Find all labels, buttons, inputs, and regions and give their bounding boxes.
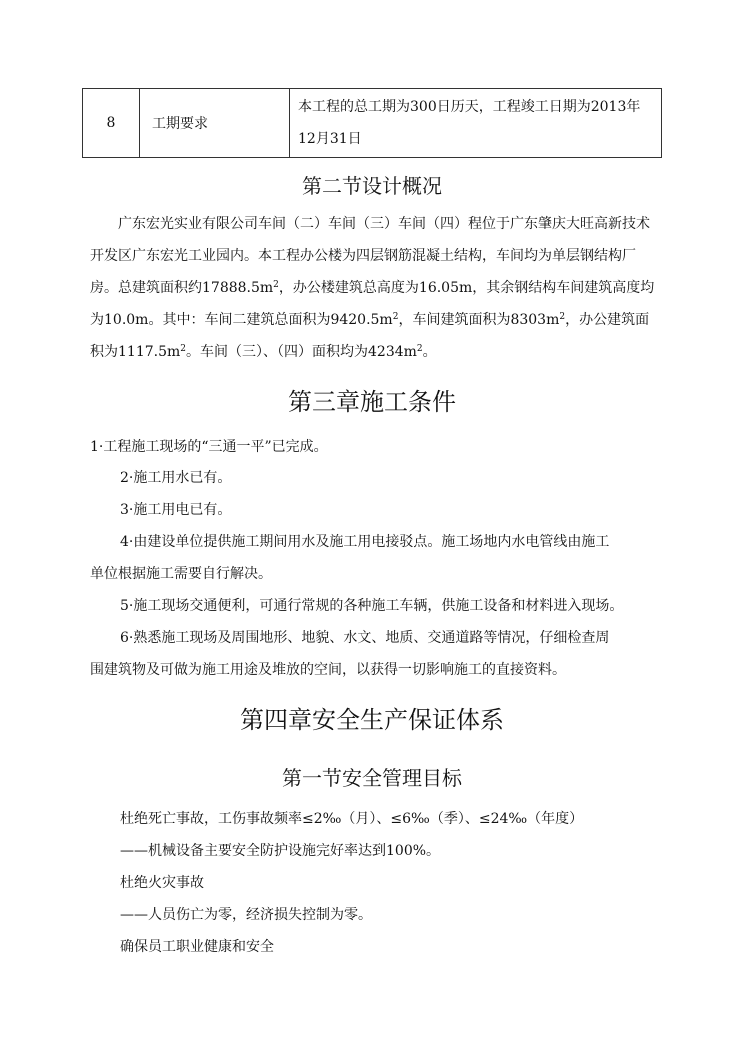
row-description bbox=[290, 89, 662, 158]
row-description-line: 12月31日 bbox=[298, 131, 362, 147]
list-item: ——机械设备主要安全防护设施完好率达到100%。 bbox=[120, 843, 441, 859]
chapter-title: 第三章施工条件 bbox=[288, 388, 456, 416]
paragraph-text: ，办公楼建筑总高度为16.05m，其余钢结构车间建筑高度均为10.0m。其中：车间二建筑总面积为9420.5m bbox=[90, 280, 655, 328]
list-item: 2·施工用水已有。 bbox=[120, 470, 232, 486]
list-item: 单位根据施工需要自行解决。 bbox=[90, 566, 272, 582]
table-row bbox=[83, 89, 662, 158]
row-description-line: 本工程的总工期为300日历天，工程竣工日期为2013年 bbox=[298, 99, 641, 115]
section-title: 第一节安全管理目标 bbox=[282, 766, 462, 790]
superscript: 2 bbox=[180, 344, 186, 354]
list-item: 1·工程施工现场的“三通一平”已完成。 bbox=[90, 439, 328, 455]
superscript: 2 bbox=[273, 280, 279, 290]
paragraph-text: 广东宏光实业有限公司车间（二）车间（三）车间（四）程位于广东肇庆大旺高新技术开发区广东宏光工业园内。本工程办公楼为四层钢筋混凝土结构，车间均为单层钢结构厂房。总建筑面积约17888.5m bbox=[90, 216, 650, 296]
list-item: ——人员伤亡为零，经济损失控制为零。 bbox=[120, 907, 372, 923]
list-item: 3·施工用电已有。 bbox=[120, 502, 232, 518]
row-item: 工期要求 bbox=[140, 89, 290, 158]
list-item: 6·熟悉施工现场及周围地形、地貌、水文、地质、交通道路等情况，仔细检查周 bbox=[120, 630, 610, 646]
paragraph-text: 。车间（三）、（四）面积均为4234m bbox=[186, 344, 417, 360]
list-item: 5·施工现场交通便利，可通行常规的各种施工车辆，供施工设备和材料进入现场。 bbox=[120, 598, 624, 614]
superscript: 2 bbox=[416, 344, 423, 354]
superscript: 2 bbox=[392, 312, 399, 322]
list-item: 确保员工职业健康和安全 bbox=[120, 939, 274, 955]
design-overview-paragraph bbox=[90, 208, 658, 368]
paragraph-text: ，办公建筑面积为1117.5m bbox=[90, 312, 650, 360]
paragraph-text: 。 bbox=[422, 344, 437, 360]
paragraph-text: ，车间建筑面积为8303m bbox=[398, 312, 560, 328]
list-item: 杜绝死亡事故，工伤事故频率≤2‰（月）、≤6‰（季）、≤24‰（年度） bbox=[120, 811, 584, 827]
list-item: 杜绝火灾事故 bbox=[120, 875, 204, 891]
list-item: 围建筑物及可做为施工用途及堆放的空间，以获得一切影响施工的直接资料。 bbox=[90, 662, 566, 678]
section-title: 第二节设计概况 bbox=[302, 174, 442, 198]
superscript: 2 bbox=[559, 312, 566, 322]
chapter-title: 第四章安全生产保证体系 bbox=[240, 706, 504, 734]
row-number: 8 bbox=[83, 89, 140, 158]
requirements-table bbox=[82, 88, 662, 158]
list-item: 4·由建设单位提供施工期间用水及施工用电接驳点。施工场地内水电管线由施工 bbox=[120, 534, 610, 550]
